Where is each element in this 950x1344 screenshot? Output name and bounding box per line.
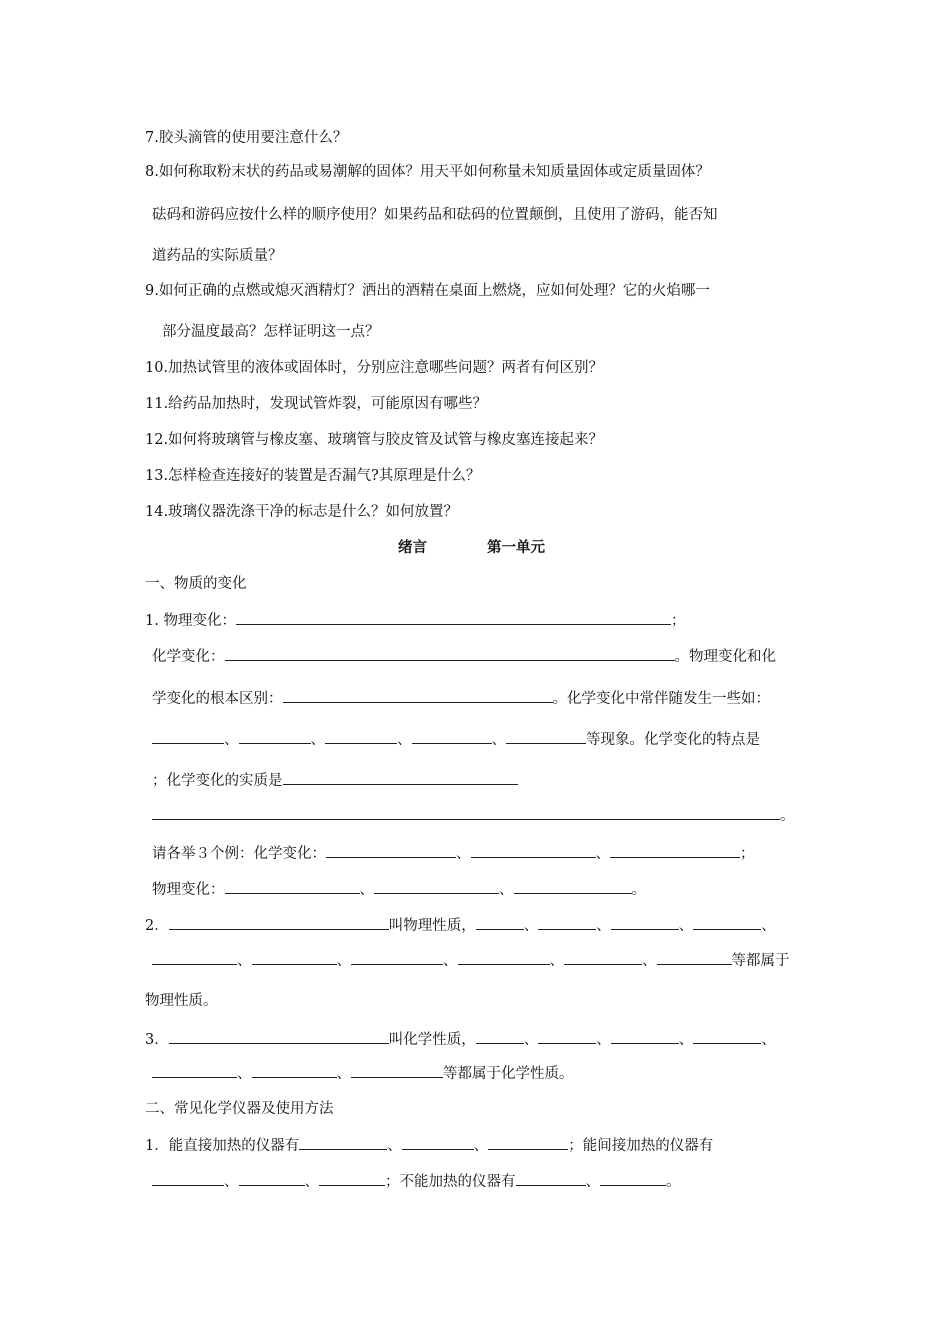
long-blank-line: 。 (152, 805, 795, 826)
physical-examples-line: 物理变化： 、 、 。 (152, 879, 646, 900)
question-12: 12.如何将玻璃管与橡皮塞、玻璃管与胶皮管及试管与橡皮塞连接起来？ (145, 432, 604, 448)
blank[interactable] (402, 1135, 474, 1150)
heading-unit-one: 第一单元 (487, 540, 545, 556)
question-13: 13.怎样检查连接好的装置是否漏气?其原理是什么？ (145, 468, 481, 484)
question-9-line-1: 9.如何正确的点燃或熄灭酒精灯？洒出的酒精在桌面上燃烧，应如何处理？它的火焰哪一 (145, 283, 710, 299)
question-11: 11.给药品加热时，发现试管炸裂，可能原因有哪些？ (145, 396, 488, 412)
blank[interactable] (283, 770, 518, 785)
physical-property-line-2: 、 、 、 、 、 等都属于 (152, 950, 790, 971)
blank[interactable] (471, 843, 596, 858)
physical-change-line: 1. 物理变化： ； (145, 610, 685, 631)
blank[interactable] (351, 1063, 443, 1078)
question-14: 14.玻璃仪器洗涤干净的标志是什么？如何放置？ (145, 504, 459, 520)
question-10: 10.加热试管里的液体或固体时，分别应注意哪些问题？两者有何区别？ (145, 360, 604, 376)
blank[interactable] (476, 915, 524, 930)
blank[interactable] (283, 688, 553, 703)
blank[interactable] (476, 1029, 524, 1044)
question-8-line-3: 道药品的实际质量？ (152, 248, 283, 264)
blank[interactable] (299, 1135, 387, 1150)
blank[interactable] (610, 843, 740, 858)
blank[interactable] (488, 1135, 568, 1150)
blank[interactable] (239, 1171, 305, 1186)
question-8-line-2: 砝码和游码应按什么样的顺序使用？如果药品和砝码的位置颠倒，且使用了游码，能否知 (152, 207, 718, 223)
physical-property-line: 2． 叫物理性质， 、 、 、 、 (145, 915, 776, 936)
blank[interactable] (538, 915, 596, 930)
blank[interactable] (458, 950, 550, 965)
chemical-property-line-2: 、 、 等都属于化学性质。 (152, 1063, 574, 1084)
blank[interactable] (152, 805, 780, 820)
section-2-title: 二、常见化学仪器及使用方法 (145, 1101, 334, 1117)
blank[interactable] (611, 1029, 679, 1044)
blank[interactable] (611, 915, 679, 930)
chemical-examples-line: 请各举３个例：化学变化： 、 、 ； (152, 843, 755, 864)
blank[interactable] (564, 950, 642, 965)
question-7: 7.胶头滴管的使用要注意什么？ (145, 130, 348, 146)
blank[interactable] (152, 950, 237, 965)
blank[interactable] (252, 950, 337, 965)
blank[interactable] (326, 843, 456, 858)
blank[interactable] (351, 950, 443, 965)
essence-line: ；化学变化的实质是 (152, 770, 518, 791)
blank[interactable] (374, 879, 499, 894)
chemical-change-label: 化学变化： (152, 649, 225, 665)
heating-instruments-line: 1．能直接加热的仪器有 、 、 ；能间接加热的仪器有 (145, 1135, 713, 1156)
blank[interactable] (236, 610, 671, 625)
physical-change-label: 1. 物理变化： (145, 613, 236, 629)
difference-line: 学变化的根本区别： 。化学变化中常伴随发生一些如： (152, 688, 770, 709)
section-1-title: 一、物质的变化 (145, 576, 247, 592)
physical-property-end: 物理性质。 (145, 993, 218, 1009)
blank[interactable] (319, 1171, 385, 1186)
blank[interactable] (225, 879, 360, 894)
chemical-property-line: 3． 叫化学性质， 、 、 、 、 (145, 1029, 776, 1050)
blank[interactable] (538, 1029, 596, 1044)
blank[interactable] (239, 729, 311, 744)
blank[interactable] (693, 915, 761, 930)
blank[interactable] (693, 1029, 761, 1044)
blank[interactable] (325, 729, 397, 744)
blank[interactable] (412, 729, 492, 744)
blank[interactable] (506, 729, 586, 744)
chemical-change-line: 化学变化： 。物理变化和化 (152, 646, 776, 667)
blank[interactable] (152, 1171, 224, 1186)
blank[interactable] (152, 1063, 237, 1078)
question-9-line-2: 部分温度最高？怎样证明这一点？ (162, 324, 380, 340)
question-8-line-1: 8.如何称取粉末状的药品或易潮解的固体？用天平如何称量未知质量固体或定质量固体？ (145, 164, 710, 180)
blank[interactable] (600, 1171, 666, 1186)
blank[interactable] (516, 1171, 586, 1186)
heading-intro: 绪言 (398, 540, 427, 556)
blank[interactable] (169, 1029, 389, 1044)
blank[interactable] (514, 879, 632, 894)
blank[interactable] (169, 915, 389, 930)
blank[interactable] (657, 950, 732, 965)
blank[interactable] (252, 1063, 337, 1078)
heating-instruments-line-2: 、 、 ；不能加热的仪器有 、 。 (152, 1171, 681, 1192)
phenomena-line: 、 、 、 、 等现象。化学变化的特点是 (152, 729, 760, 750)
blank[interactable] (152, 729, 224, 744)
blank[interactable] (225, 646, 675, 661)
